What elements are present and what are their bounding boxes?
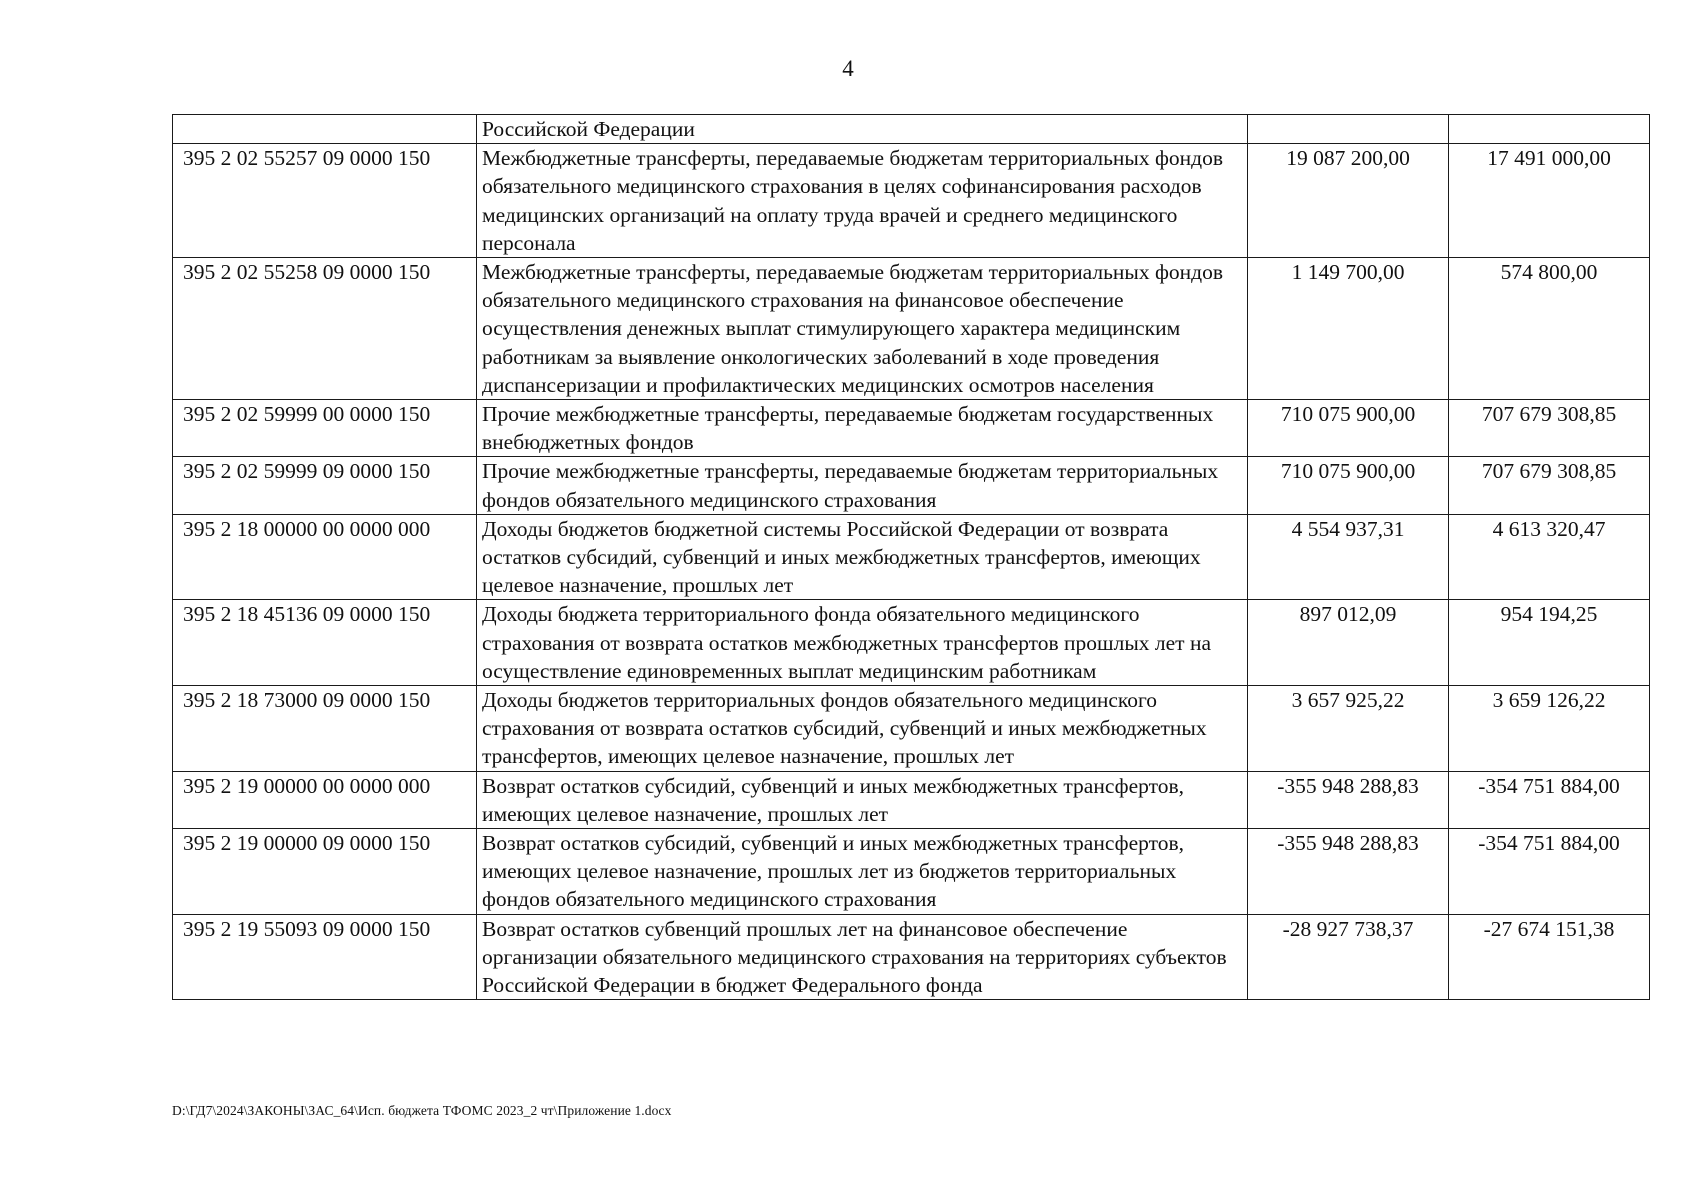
row-value-1: 897 012,09 bbox=[1248, 600, 1449, 686]
row-value-2: 707 679 308,85 bbox=[1449, 457, 1650, 514]
row-value-1: -355 948 288,83 bbox=[1248, 829, 1449, 915]
row-value-1 bbox=[1248, 115, 1449, 144]
row-value-2: 574 800,00 bbox=[1449, 258, 1650, 400]
table-row bbox=[173, 686, 1650, 772]
row-value-2: 707 679 308,85 bbox=[1449, 400, 1650, 457]
row-value-1: -28 927 738,37 bbox=[1248, 914, 1449, 1000]
row-code: 395 2 18 45136 09 0000 150 bbox=[173, 600, 477, 686]
row-code: 395 2 19 55093 09 0000 150 bbox=[173, 914, 477, 1000]
row-value-2: -354 751 884,00 bbox=[1449, 771, 1650, 828]
table-row bbox=[173, 514, 1650, 600]
row-code: 395 2 18 00000 00 0000 000 bbox=[173, 514, 477, 600]
row-value-2: -27 674 151,38 bbox=[1449, 914, 1650, 1000]
row-value-2: 4 613 320,47 bbox=[1449, 514, 1650, 600]
row-code: 395 2 18 73000 09 0000 150 bbox=[173, 686, 477, 772]
row-value-1: 19 087 200,00 bbox=[1248, 144, 1449, 258]
table-row bbox=[173, 400, 1650, 457]
row-value-1: -355 948 288,83 bbox=[1248, 771, 1449, 828]
row-value-2: 3 659 126,22 bbox=[1449, 686, 1650, 772]
row-value-1: 4 554 937,31 bbox=[1248, 514, 1449, 600]
table-row bbox=[173, 600, 1650, 686]
row-value-2: 17 491 000,00 bbox=[1449, 144, 1650, 258]
row-value-2 bbox=[1449, 115, 1650, 144]
table-row bbox=[173, 457, 1650, 514]
row-code bbox=[173, 115, 477, 144]
table-row bbox=[173, 258, 1650, 400]
row-description: Возврат остатков субсидий, субвенций и иных межбюджетных трансфертов, имеющих целевое назначение, прошлых лет bbox=[477, 771, 1248, 828]
row-code: 395 2 02 55257 09 0000 150 bbox=[173, 144, 477, 258]
table-row bbox=[173, 914, 1650, 1000]
page-number: 4 bbox=[842, 56, 854, 81]
table-row bbox=[173, 144, 1650, 258]
table-row bbox=[173, 115, 1650, 144]
footer-file-path: D:\ГД7\2024\ЗАКОНЫ\ЗАС_64\Исп. бюджета ТФОМС 2023_2 чт\Приложение 1.docx bbox=[172, 1103, 672, 1118]
table-row bbox=[173, 771, 1650, 828]
row-code: 395 2 02 59999 09 0000 150 bbox=[173, 457, 477, 514]
row-code: 395 2 02 59999 00 0000 150 bbox=[173, 400, 477, 457]
row-code: 395 2 19 00000 00 0000 000 bbox=[173, 771, 477, 828]
row-code: 395 2 02 55258 09 0000 150 bbox=[173, 258, 477, 400]
row-description: Возврат остатков субсидий, субвенций и иных межбюджетных трансфертов, имеющих целевое назначение, прошлых лет из бюджетов территориальных фондов обязательного медицинского страхования bbox=[477, 829, 1248, 915]
table-row bbox=[173, 829, 1650, 915]
row-description: Межбюджетные трансферты, передаваемые бюджетам территориальных фондов обязательного медицинского страхования в целях софинансирования расходов медицинских организаций на оплату труда врачей и среднего медицинского персонала bbox=[477, 144, 1248, 258]
row-description: Прочие межбюджетные трансферты, передаваемые бюджетам территориальных фондов обязательного медицинского страхования bbox=[477, 457, 1248, 514]
row-description: Прочие межбюджетные трансферты, передаваемые бюджетам государственных внебюджетных фондов bbox=[477, 400, 1248, 457]
row-description: Доходы бюджетов территориальных фондов обязательного медицинского страхования от возврата остатков субсидий, субвенций и иных межбюджетных трансфертов, имеющих целевое назначение, прошлых лет bbox=[477, 686, 1248, 772]
row-value-1: 3 657 925,22 bbox=[1248, 686, 1449, 772]
row-description: Доходы бюджета территориального фонда обязательного медицинского страхования от возврата остатков межбюджетных трансфертов прошлых лет на осуществление единовременных выплат медицинским работникам bbox=[477, 600, 1248, 686]
row-value-1: 1 149 700,00 bbox=[1248, 258, 1449, 400]
budget-table bbox=[172, 114, 1650, 1000]
row-description: Доходы бюджетов бюджетной системы Российской Федерации от возврата остатков субсидий, субвенций и иных межбюджетных трансфертов, имеющих целевое назначение, прошлых лет bbox=[477, 514, 1248, 600]
row-value-2: -354 751 884,00 bbox=[1449, 829, 1650, 915]
row-value-1: 710 075 900,00 bbox=[1248, 400, 1449, 457]
row-description: Российской Федерации bbox=[477, 115, 1248, 144]
row-value-2: 954 194,25 bbox=[1449, 600, 1650, 686]
row-description: Межбюджетные трансферты, передаваемые бюджетам территориальных фондов обязательного медицинского страхования на финансовое обеспечение осуществления денежных выплат стимулирующего характера медицинским работникам за выявление онкологических заболеваний в ходе проведения диспансеризации и профилактических медицинских осмотров населения bbox=[477, 258, 1248, 400]
row-code: 395 2 19 00000 09 0000 150 bbox=[173, 829, 477, 915]
row-value-1: 710 075 900,00 bbox=[1248, 457, 1449, 514]
row-description: Возврат остатков субвенций прошлых лет на финансовое обеспечение организации обязательного медицинского страхования на территориях субъектов Российской Федерации в бюджет Федерального фонда bbox=[477, 914, 1248, 1000]
